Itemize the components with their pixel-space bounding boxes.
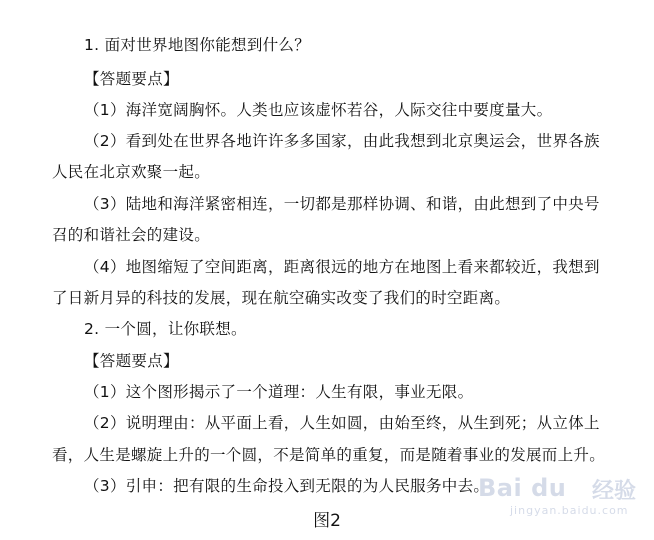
baidu-jingyan-watermark — [476, 470, 636, 526]
watermark-label: 经验 — [591, 479, 636, 504]
answer-1-2-line-1: （2）看到处在世界各地许许多多国家，由此我想到北京奥运会，世界各族 — [84, 132, 600, 150]
answer-points-heading-1: 【答题要点】 — [84, 70, 179, 88]
watermark-url: jingyan.baidu.com — [510, 504, 629, 517]
answer-1-4-line-2: 了日新月异的科技的发展，现在航空确实改变了我们的时空距离。 — [52, 289, 511, 307]
answer-points-heading-2: 【答题要点】 — [84, 352, 179, 370]
answer-1-4-line-1: （4）地图缩短了空间距离，距离很远的地方在地图上看来都较近，我想到 — [84, 258, 600, 276]
answer-2-2-line-1: （2）说明理由：从平面上看，人生如圆，由始至终，从生到死；从立体上 — [84, 414, 600, 432]
answer-2-3: （3）引申：把有限的生命投入到无限的为人民服务中去。 — [84, 477, 490, 495]
answer-2-2-line-2: 看，人生是螺旋上升的一个圆，不是简单的重复，而是随着事业的发展而上升。 — [52, 446, 606, 464]
watermark-brand: Bai du — [478, 474, 567, 502]
figure-caption: 图2 — [313, 511, 341, 531]
answer-2-1: （1）这个图形揭示了一个道理：人生有限，事业无限。 — [84, 383, 474, 401]
question-2: 2. 一个圆，让你联想。 — [84, 320, 247, 338]
answer-1-3-line-1: （3）陆地和海洋紧密相连，一切都是那样协调、和谐，由此想到了中央号 — [84, 195, 600, 213]
answer-1-2-line-2: 人民在北京欢聚一起。 — [52, 163, 211, 181]
answer-1-1: （1）海洋宽阔胸怀。人类也应该虚怀若谷，人际交往中要度量大。 — [84, 101, 553, 119]
question-1: 1. 面对世界地图你能想到什么？ — [84, 36, 311, 54]
answer-1-3-line-2: 召的和谐社会的建设。 — [52, 226, 211, 244]
